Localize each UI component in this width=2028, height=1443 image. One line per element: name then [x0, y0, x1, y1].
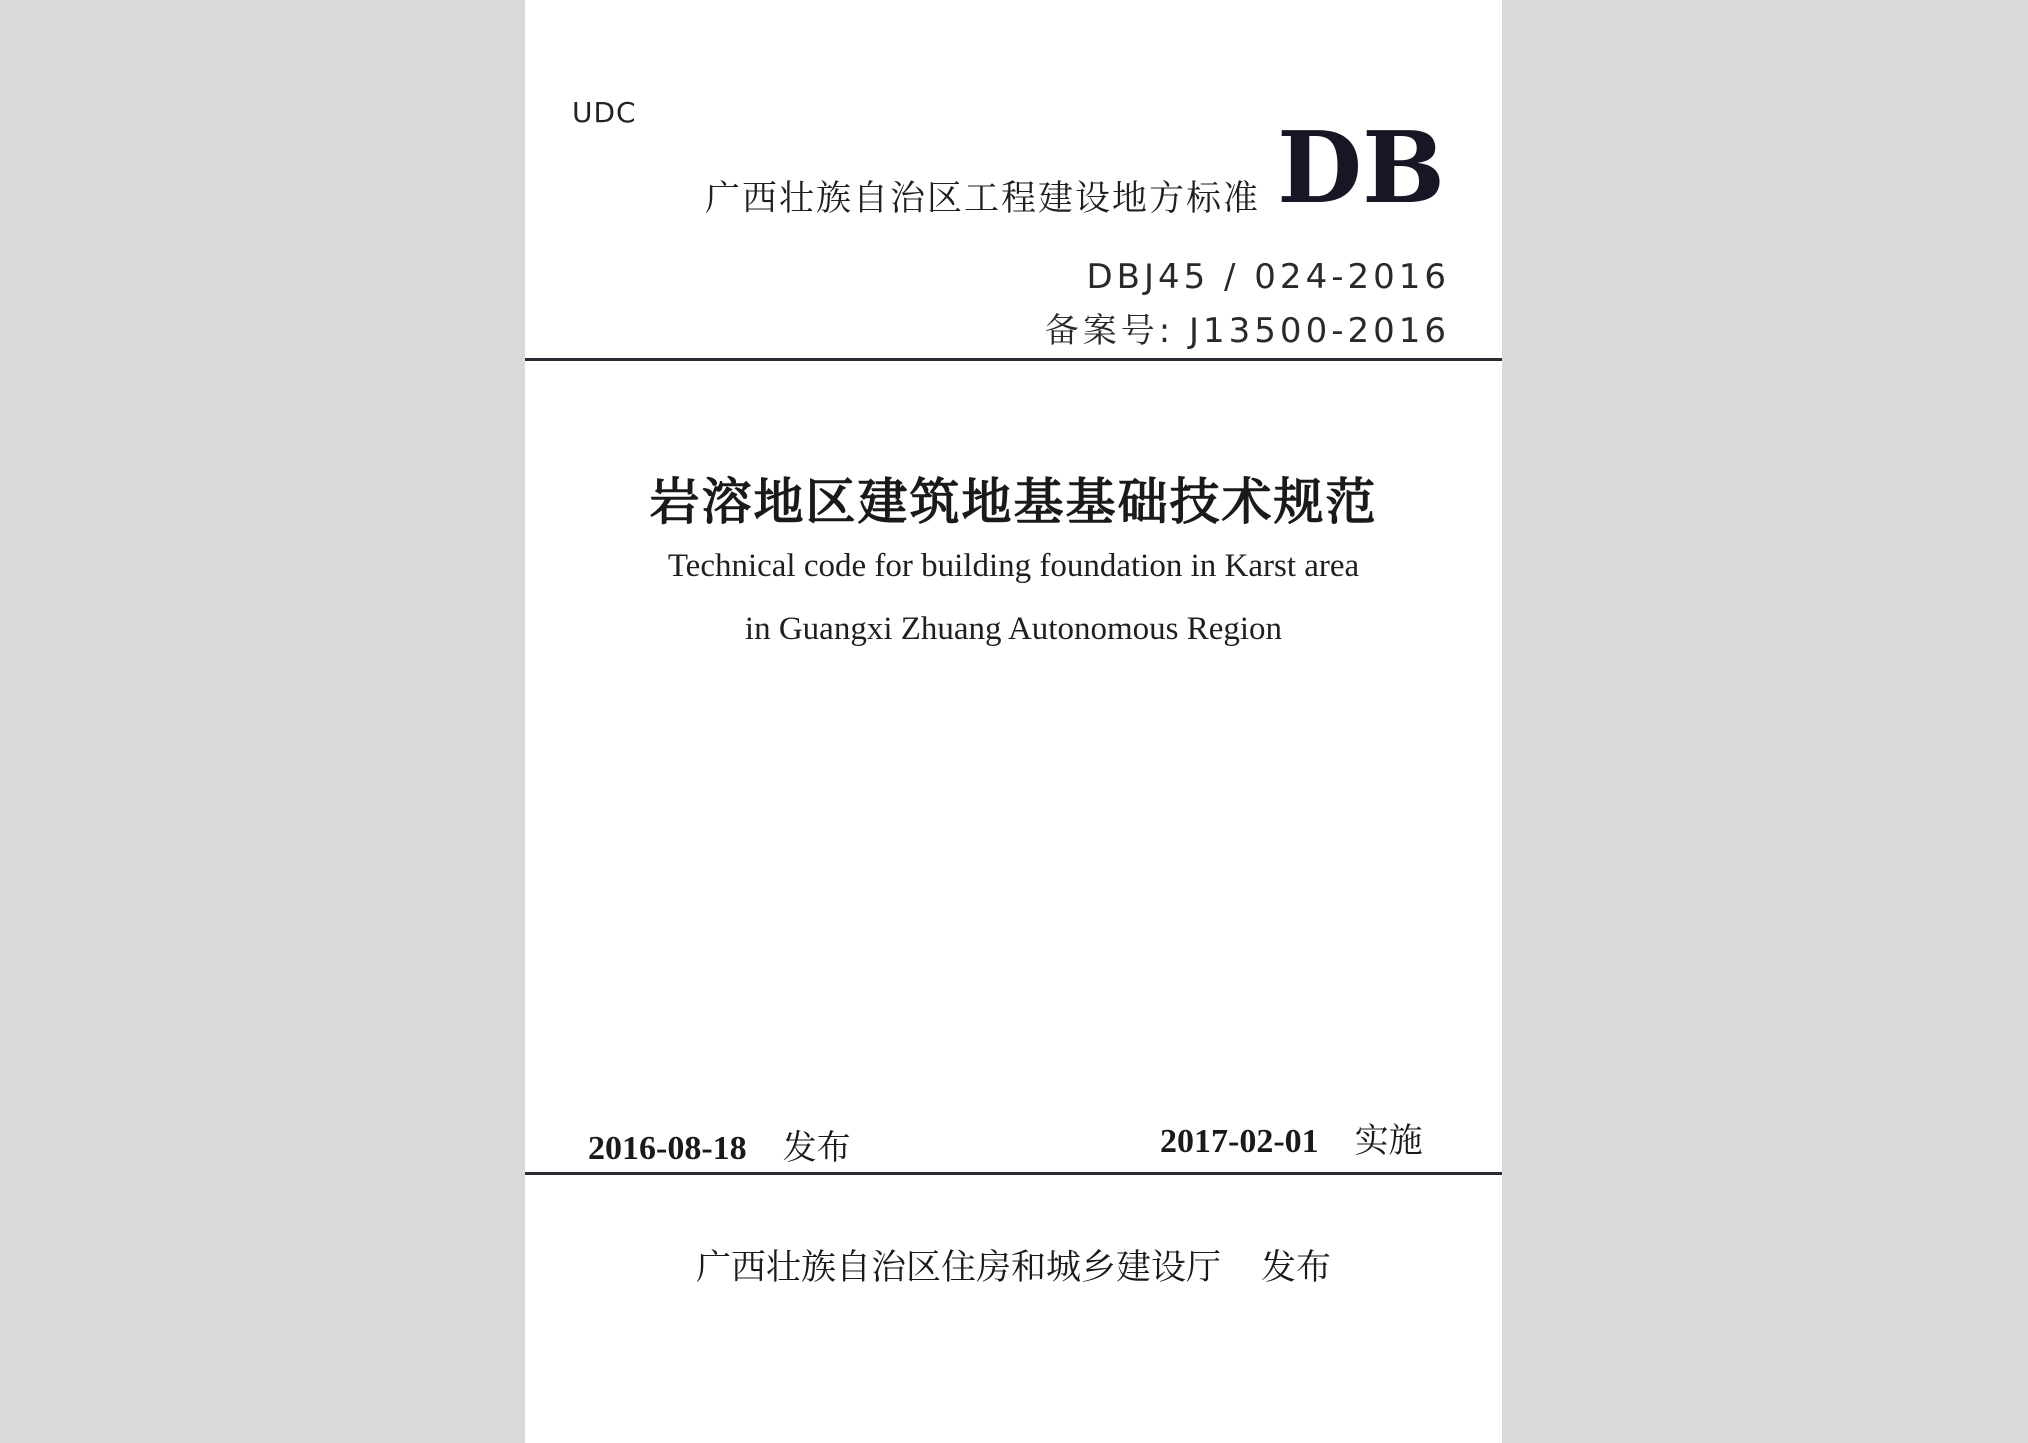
effective-label: 实施 — [1354, 1121, 1423, 1161]
record-number: 备案号: J13500-2016 — [1044, 311, 1450, 351]
publisher-row — [525, 1240, 1502, 1290]
issue-date: 2016-08-18 — [588, 1130, 747, 1167]
top-divider — [525, 358, 1502, 361]
title-chinese: 岩溶地区建筑地基基础技术规范 — [649, 472, 1378, 531]
effective-date: 2017-02-01 — [1160, 1123, 1319, 1160]
title-english-line1: Technical code for building foundation in Karst area — [667, 548, 1360, 584]
standard-type: 广西壮族自治区工程建设地方标准 — [705, 179, 1261, 219]
issue-label: 发布 — [782, 1128, 851, 1168]
standard-number: DBJ45 / 024-2016 — [1086, 257, 1450, 297]
document-cover — [525, 0, 1502, 1443]
publisher: 广西壮族自治区住房和城乡建设厅 — [695, 1248, 1221, 1288]
db-mark: DB — [1277, 111, 1445, 226]
publisher-label: 发布 — [1261, 1248, 1332, 1288]
udc-label: UDC — [572, 96, 637, 129]
effective-date-row — [1160, 1113, 1423, 1162]
issue-date-row — [588, 1120, 851, 1169]
bottom-divider — [525, 1172, 1502, 1175]
title-english-line2: in Guangxi Zhuang Autonomous Region — [744, 611, 1283, 647]
